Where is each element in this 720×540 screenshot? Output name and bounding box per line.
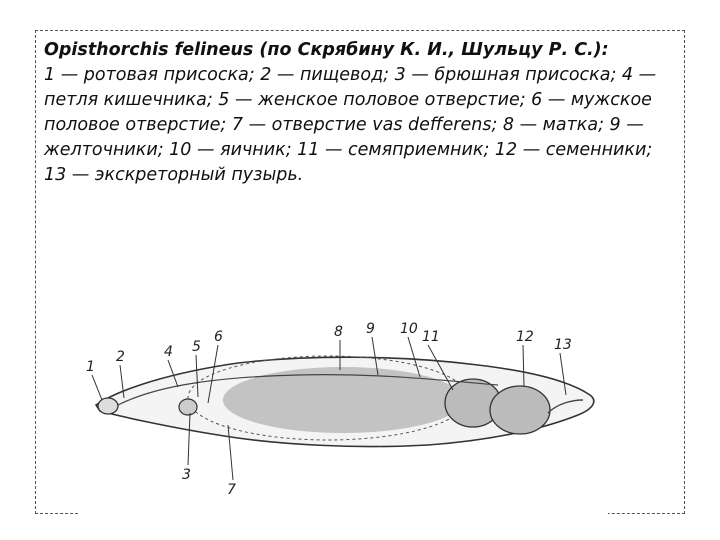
- fluke-drawing: [78, 285, 608, 520]
- label-13: 13: [554, 337, 572, 353]
- label-6: 6: [214, 329, 223, 345]
- label-3: 3: [182, 467, 191, 483]
- fluke-illustration: [78, 285, 608, 520]
- label-10: 10: [400, 321, 418, 337]
- testis-rear: [490, 386, 550, 434]
- figure-caption: [44, 38, 680, 188]
- label-7: 7: [227, 482, 236, 498]
- label-1: 1: [86, 359, 95, 375]
- oral-sucker: [98, 398, 118, 414]
- caption-legend: 1 — ротовая присоска; 2 — пищевод; 3 — брюшная присоска; 4 — петля кишечника; 5 — женское половое отверстие; 6 — мужское половое отверстие; 7 — отверстие vas defferens; 8 — матка; 9 — желточники; 10 — яичник; 11 — семяприемник; 12 — семенники; 13 — экскреторный пузырь.: [44, 65, 657, 185]
- label-2: 2: [116, 349, 125, 365]
- label-8: 8: [334, 324, 343, 340]
- label-5: 5: [192, 339, 201, 355]
- label-9: 9: [366, 321, 375, 337]
- label-12: 12: [516, 329, 534, 345]
- label-4: 4: [164, 344, 173, 360]
- caption-title: Opisthorchis felineus (по Скрябину К. И., Шульцу Р. С.):: [44, 40, 609, 60]
- ventral-sucker: [179, 399, 197, 415]
- label-11: 11: [422, 329, 440, 345]
